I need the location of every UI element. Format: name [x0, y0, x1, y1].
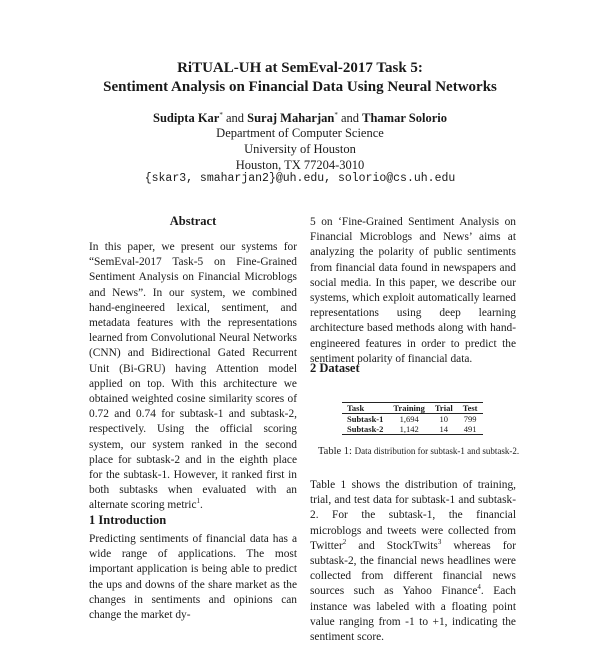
introduction-continued-text: 5 on ‘Fine-Grained Sentiment Analysis on Financial Microblogs and News’ aims at analyzing the polarity of public sentiments from financial data found in newspapers and social media. In this paper, we describe our systems, which exploit automatically learned representations using deep learning architecture based methods along with hand-engineered features in order to predict the sentiment polarity of financial data.	[310, 216, 516, 365]
dataset-text-part-3: whereas for subtask-2, the financial news headlines were collected from different financial news sources such as Yahoo Finance	[310, 539, 516, 598]
paper-title-line-2: Sentiment Analysis on Financial Data Using Neural Networks	[103, 79, 497, 95]
footnote-mark-1: 1	[196, 497, 201, 506]
dataset-text-part-1: Table 1 shows the distribution of training, trial, and test data for subtask-1 and subtask-2. For the subtask-1, the financial microblogs and tweets were collected from Twitter	[310, 479, 516, 552]
table-header-test: Test	[462, 403, 478, 413]
table-caption-label: Table 1:	[318, 446, 352, 457]
table-row	[342, 414, 483, 425]
table-header-row	[342, 403, 483, 414]
author-2-mark: *	[334, 110, 338, 119]
table-cell-task: Subtask-1	[347, 414, 384, 424]
affiliation-department: Department of Computer Science	[216, 126, 384, 140]
dataset-text-part-2: and StockTwits	[346, 539, 438, 552]
table-caption-text: Data distribution for subtask-1 and subtask-2.	[354, 446, 520, 456]
author-emails: {skar3, smaharjan2}@uh.edu, solorio@cs.uh.edu	[144, 172, 456, 185]
author-and-1: and	[225, 111, 245, 125]
affiliation-university: University of Houston	[244, 142, 356, 156]
table-header-training: Training	[393, 403, 425, 413]
author-1: Sudipta Kar	[153, 111, 220, 125]
table-cell-trial: 10	[439, 414, 449, 424]
abstract-end: .	[200, 499, 203, 512]
abstract-body: In this paper, we present our systems for “SemEval-2017 Task-5 on Fine-Grained Sentiment Analysis on Financial Microblogs and News”. In our system, we combined hand-engineered lexical, sentiment, and metadata features with the representations learned from Convolutional Neural Networks (CNN) and Bidirectional Gated Recurrent Unit (Bi-GRU) having Attention model applied on top. With this architecture we obtained weighted cosine similarity scores of 0.72 and 0.74 for subtask-1 and subtask-2, respectively. Using the official scoring system, our system ranked in the second place for subtask-2 and in the eighth place for the subtask-1. However, it ranked first in both subtasks when evaluated with an alternate scoring metric	[89, 241, 297, 512]
table-cell-training: 1,694	[399, 414, 419, 424]
footnote-mark-4: 4	[477, 583, 481, 592]
table-caption	[318, 446, 524, 457]
table-row	[342, 424, 483, 435]
dataset-text-part-4: . Each instance was labeled with a floating point value ranging from -1 to +1, indicating the sentiment score.	[310, 585, 517, 644]
dataset-text	[310, 478, 516, 645]
table-cell-task: Subtask-2	[347, 424, 384, 434]
abstract-heading: Abstract	[169, 214, 217, 228]
table-header-trial: Trial	[434, 403, 453, 413]
author-1-mark: *	[219, 110, 223, 119]
author-3: Thamar Solorio	[362, 111, 447, 125]
section-heading-introduction: 1 Introduction	[89, 513, 167, 527]
abstract-text	[89, 240, 297, 514]
author-and-2: and	[340, 111, 359, 125]
footnote-mark-3: 3	[437, 538, 442, 547]
table-header-task: Task	[347, 403, 365, 413]
table-cell-trial: 14	[439, 424, 449, 434]
table-cell-test: 799	[463, 414, 477, 424]
footnote-mark-2: 2	[342, 538, 347, 547]
author-2: Suraj Maharjan	[247, 111, 335, 125]
affiliation-address: Houston, TX 77204-3010	[235, 158, 365, 172]
paper-title-line-1: RiTUAL-UH at SemEval-2017 Task 5:	[177, 60, 423, 76]
section-heading-dataset: 2 Dataset	[310, 361, 360, 375]
introduction-text: Predicting sentiments of financial data has a wide range of applications. The most important application is being able to predict the ups and downs of the share market as the changes in sentiments and opinions can change the market dy-	[89, 533, 297, 622]
table-cell-training: 1,142	[399, 424, 419, 434]
dataset-table	[342, 402, 483, 435]
author-list	[0, 110, 600, 126]
table-cell-test: 491	[463, 424, 477, 434]
